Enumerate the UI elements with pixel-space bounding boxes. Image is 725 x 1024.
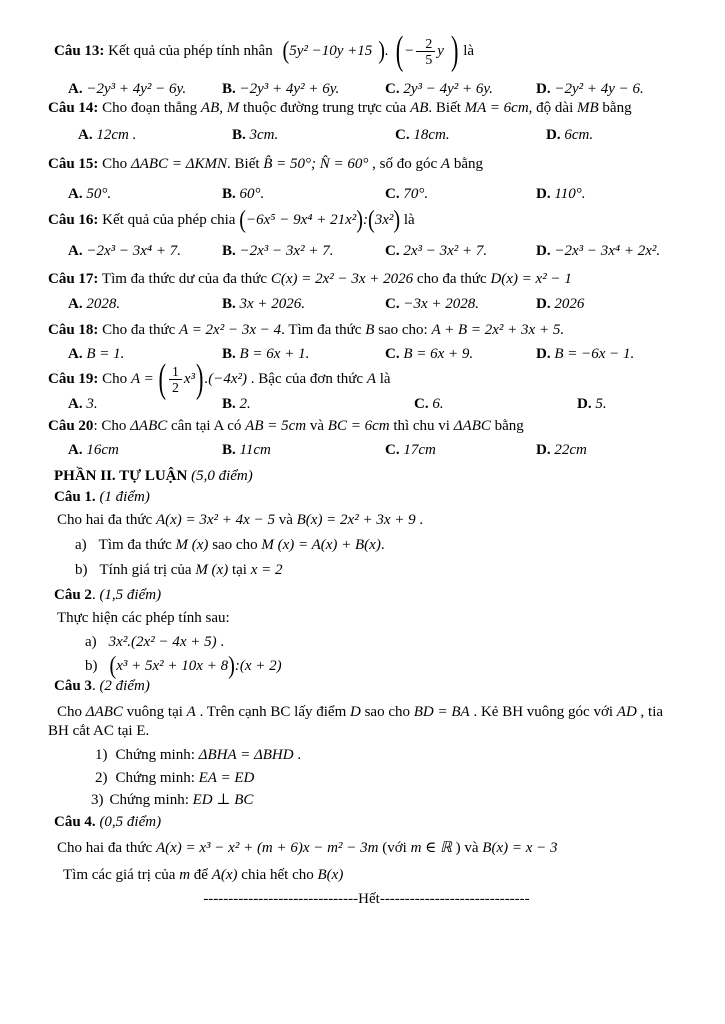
cau1-item-b [48,561,685,580]
answer-14-c [395,126,546,145]
answer-18-c [385,345,536,364]
cau2-heading: Câu 2. (1,5 điểm) [54,586,162,603]
item-prefix: 3) [91,792,104,809]
cau1-heading: Câu 1. (1 điểm) [54,488,150,505]
item-text: Chứng minh: EA = ED [115,770,255,787]
question-14-line: Câu 14: Cho đoạn thẳng AB, M thuộc đường trung trực của AB. Biết MA = 6cm, độ dài MB bằng [48,100,632,117]
answer-14-b [232,126,395,145]
answer-label: A. [68,81,83,98]
answer-label: B. [222,395,236,412]
answer-18-d [536,345,685,364]
answer-15-a [68,185,222,204]
question-19-line: Câu 19: Cho A = ( $\frac{1}{2}$ x³).(−4x²) . Bậc của đơn thức A là [48,355,391,401]
question-16-line: Câu 16: Kết quả của phép chia (−6x⁵ − 9x⁴ + 21x²):(3x²) là [48,206,415,235]
answer-value: −2y³ + 4y² + 6y. [239,81,340,98]
answer-value: −2x³ − 3x⁴ + 2x². [554,242,661,259]
question-17-line: Câu 17: Tìm đa thức dư của đa thức C(x) = 2x² − 3x + 2026 cho đa thức D(x) = x² − 1 [48,270,572,287]
answer-value: −2y³ + 4y² − 6y. [86,81,187,98]
item-prefix: a) [75,536,87,553]
answer-label: A. [78,127,93,144]
cau3-paragraph-line1: Cho ΔABC vuông tại A . Trên cạnh BC lấy điểm D sao cho BD = BA . Kẻ BH vuông góc với AD , tia [57,704,664,721]
answer-13-d [536,80,685,99]
question-15-answers [48,185,685,204]
cau1-intro: Cho hai đa thức A(x) = 3x² + 4x − 5 và B(x) = 2x² + 3x + 9 . [57,511,424,528]
answer-label: A. [68,441,83,458]
answer-17-b [222,295,385,314]
answer-16-c [385,242,536,261]
answer-value: 2026 [554,295,585,312]
answer-15-d [536,185,685,204]
answer-value: 2x³ − 3x² + 7. [403,242,488,259]
cau1-item-a [48,536,685,555]
answer-13-c [385,80,536,99]
answer-value: 5. [595,395,607,412]
answer-label: D. [536,345,551,362]
item-text: Chứng minh: ΔBHA = ΔBHD . [115,747,302,764]
answer-20-a [68,441,222,460]
answer-label: C. [385,441,400,458]
answer-17-c [385,295,536,314]
item-text: Chứng minh: ED ⊥ BC [109,792,254,809]
answer-value: 70°. [403,186,429,203]
answer-label: C. [385,345,400,362]
answer-label: C. [385,186,400,203]
answer-18-b [222,345,385,364]
answer-label: D. [577,395,592,412]
answer-label: A. [68,345,83,362]
question-16-answers [48,242,685,261]
answer-value: 3x + 2026. [239,295,306,312]
question-19-answers [48,395,685,414]
question-20-line: Câu 20: Cho ΔABC cân tại A có AB = 5cm và BC = 6cm thì chu vi ΔABC bằng [48,417,524,434]
answer-17-a [68,295,222,314]
part2-heading: PHẦN II. TỰ LUẬN (5,0 điểm) [54,467,253,484]
answer-value: 12cm . [96,127,137,144]
answer-value: −2y² + 4y − 6. [554,81,644,98]
item-text: Tính giá trị của M (x) tại x = 2 [99,561,283,578]
cau3-item-3 [48,791,685,810]
answer-value: B = 6x + 9. [403,345,474,362]
answer-label: B. [222,345,236,362]
answer-16-a [68,242,222,261]
item-prefix: b) [75,561,88,578]
answer-value: 110°. [554,186,586,203]
answer-value: B = 6x + 1. [239,345,310,362]
answer-value: −2x³ − 3x⁴ + 7. [86,242,181,259]
cau3-item-1 [48,746,685,765]
item-text: 3x².(2x² − 4x + 5) . [108,633,225,650]
item-prefix: 2) [95,770,108,787]
answer-value: B = 1. [86,345,125,362]
answer-label: C. [385,295,400,312]
answer-label: B. [222,242,236,259]
answer-value: 18cm. [413,127,450,144]
cau2-intro: Thực hiện các phép tính sau: [57,609,230,626]
cau4-heading: Câu 4. (0,5 điểm) [54,814,162,831]
answer-14-d [546,126,685,145]
cau2-item-a [48,633,685,652]
cau4-line1: Cho hai đa thức A(x) = x³ − x² + (m + 6)x − m² − 3m (với m ∈ ℝ ) và B(x) = x − 3 [57,840,558,857]
answer-20-b [222,441,385,460]
answer-label: A. [68,186,83,203]
item-text: (x³ + 5x² + 10x + 8):(x + 2) [109,652,282,680]
answer-16-d [536,242,685,261]
item-prefix: a) [85,633,97,650]
cau3-paragraph-line2: BH cắt AC tại E. [48,723,150,740]
answer-value: 2. [239,395,251,412]
question-17-answers [48,295,685,314]
question-15-line: Câu 15: Cho ΔABC = ΔKMN. Biết B̂ = 50°; N̂ = 60° , số đo góc A bằng [48,156,484,173]
answer-label: D. [546,127,561,144]
answer-label: D. [536,242,551,259]
answer-label: B. [222,441,236,458]
answer-20-d [536,441,685,460]
answer-label: A. [68,295,83,312]
answer-14-a [78,126,232,145]
cau3-heading: Câu 3. (2 điểm) [54,678,150,695]
item-text: Tìm đa thức M (x) sao cho M (x) = A(x) + B(x). [98,536,385,553]
answer-value: 2y³ − 4y² + 6y. [403,81,493,98]
answer-label: D. [536,81,551,98]
answer-value: 3cm. [249,127,279,144]
answer-label: B. [222,81,236,98]
answer-value: 2028. [86,295,121,312]
answer-label: B. [222,186,236,203]
answer-value: −2x³ − 3x² + 7. [239,242,334,259]
answer-label: D. [536,441,551,458]
answer-label: D. [536,186,551,203]
item-prefix: b) [85,657,98,674]
answer-label: B. [222,295,236,312]
question-20-answers [48,441,685,460]
end-of-exam-marker: -------------------------------Hết------------------------------ [203,891,530,908]
question-18-answers [48,345,685,364]
item-prefix: 1) [95,747,108,764]
answer-value: 16cm [86,441,119,458]
answer-value: 17cm [403,441,436,458]
answer-value: 60°. [239,186,265,203]
answer-value: −3x + 2028. [403,295,479,312]
cau3-item-2 [48,769,685,788]
answer-label: D. [536,295,551,312]
answer-19-d [577,395,685,414]
answer-value: 50°. [86,186,112,203]
answer-16-b [222,242,385,261]
answer-label: B. [232,127,246,144]
answer-15-c [385,185,536,204]
answer-15-b [222,185,385,204]
question-13-answers [48,80,685,99]
answer-value: B = −6x − 1. [554,345,635,362]
answer-19-c [414,395,577,414]
answer-value: 22cm [554,441,587,458]
cau4-line2: Tìm các giá trị của m để A(x) chia hết cho B(x) [63,867,344,884]
answer-label: C. [414,395,429,412]
answer-13-a [68,80,222,99]
question-18-line: Câu 18: Cho đa thức A = 2x² − 3x − 4. Tìm đa thức B sao cho: A + B = 2x² + 3x + 5. [48,321,565,338]
question-14-answers [48,126,685,145]
cau2-item-b [48,652,685,680]
answer-20-c [385,441,536,460]
answer-label: A. [68,242,83,259]
answer-value: 3. [86,395,98,412]
answer-label: C. [395,127,410,144]
answer-value: 11cm [239,441,271,458]
answer-label: C. [385,81,400,98]
answer-label: A. [68,395,83,412]
answer-13-b [222,80,385,99]
question-13-line: Câu 13: Kết quả của phép tính nhân (5y² −10y +15 ). (− $\frac{2}{5}$ y ) là [54,27,475,73]
answer-19-b [222,395,414,414]
answer-label: C. [385,242,400,259]
answer-17-d [536,295,685,314]
answer-value: 6cm. [564,127,594,144]
answer-value: 6. [432,395,444,412]
